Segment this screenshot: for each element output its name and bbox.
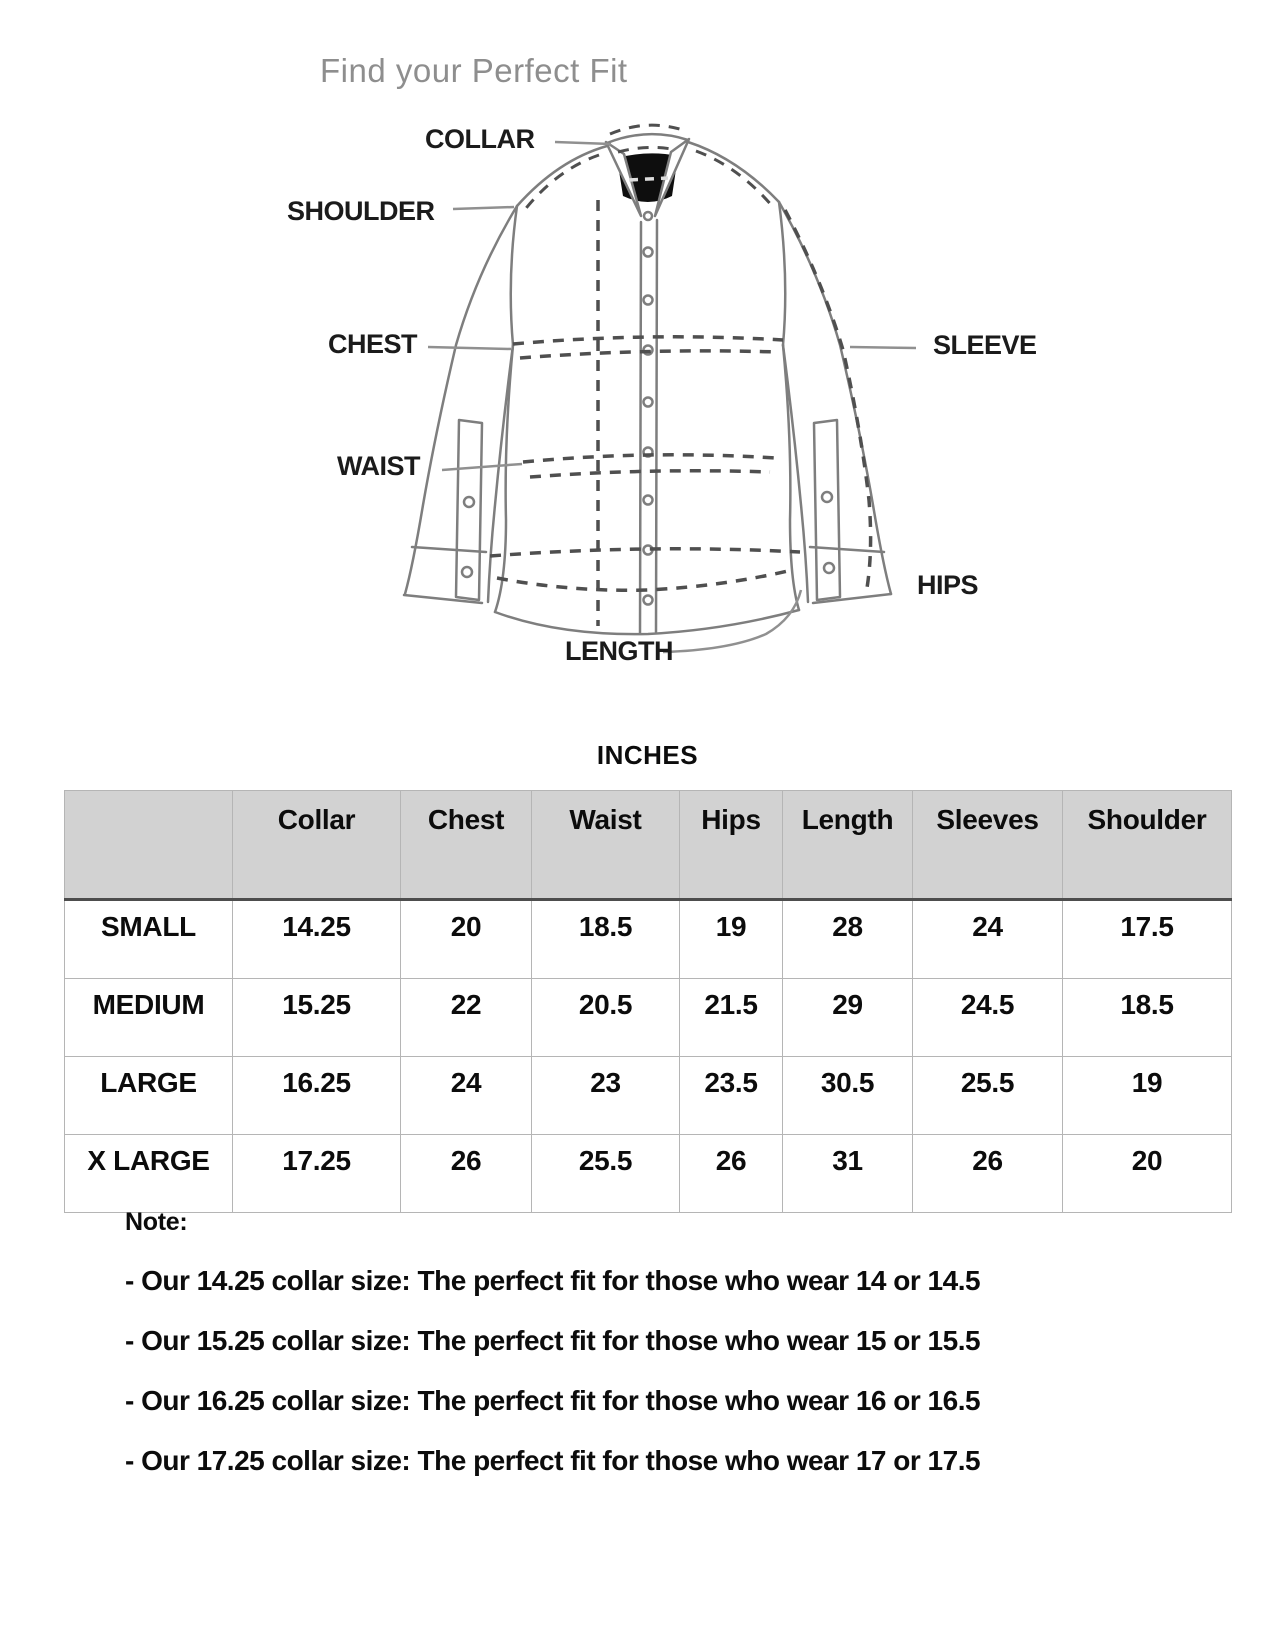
cell-xlarge-waist: 25.5 [532, 1135, 680, 1213]
units-heading: INCHES [596, 740, 699, 770]
column-header-waist: Waist [532, 791, 680, 900]
sleeve-leader-line [850, 347, 916, 348]
cell-large-sleeves: 25.5 [913, 1057, 1063, 1135]
left-sleeve-outer [405, 206, 517, 594]
left-shoulder-measure-dash [523, 155, 599, 212]
label-hips: HIPS [917, 570, 979, 600]
chest-measure-dash-top [513, 337, 783, 344]
cell-medium-length: 29 [783, 979, 913, 1057]
cell-large-shoulder: 19 [1063, 1057, 1232, 1135]
cell-xlarge-sleeves: 26 [913, 1135, 1063, 1213]
table-header-row [65, 791, 1232, 900]
cell-small-waist: 18.5 [532, 900, 680, 979]
note-item-small: - Our 14.25 collar size: The perfect fit for those who wear 14 or 14.5 [125, 1265, 981, 1296]
label-collar: COLLAR [425, 124, 535, 154]
cell-small-shoulder: 17.5 [1063, 900, 1232, 979]
column-header-sleeves: Sleeves [913, 791, 1063, 900]
front-buttons [644, 248, 653, 605]
cell-large-collar: 16.25 [233, 1057, 401, 1135]
cell-xlarge-length: 31 [783, 1135, 913, 1213]
waist-measure-dash-top [523, 455, 775, 462]
cell-large-chest: 24 [401, 1057, 532, 1135]
cell-medium-hips: 21.5 [680, 979, 783, 1057]
shirt-diagram [0, 0, 1275, 690]
right-cuff-button-lower [824, 563, 834, 573]
right-cuff-button-upper [822, 492, 832, 502]
chest-leader-line [428, 347, 511, 349]
note-item-large: - Our 16.25 collar size: The perfect fit for those who wear 16 or 16.5 [125, 1385, 981, 1416]
right-sleeve-outer [779, 202, 891, 594]
sleeve-measure-dash [785, 210, 871, 588]
collar-leader-line [555, 142, 611, 144]
note-item-xlarge: - Our 17.25 collar size: The perfect fit for those who wear 17 or 17.5 [125, 1445, 981, 1476]
length-leader-line [663, 590, 801, 652]
cell-medium-chest: 22 [401, 979, 532, 1057]
label-sleeve: SLEEVE [933, 330, 1037, 360]
column-header-chest: Chest [401, 791, 532, 900]
cell-xlarge-shoulder: 20 [1063, 1135, 1232, 1213]
cell-xlarge-hips: 26 [680, 1135, 783, 1213]
cell-small-length: 28 [783, 900, 913, 979]
notes-section [125, 1208, 1175, 1476]
table-row-large [65, 1057, 1232, 1135]
page-title: Find your Perfect Fit [320, 52, 628, 89]
left-sleeve-placket [456, 420, 482, 600]
row-label-medium: MEDIUM [65, 979, 233, 1057]
cell-small-sleeves: 24 [913, 900, 1063, 979]
placket-left-line [640, 222, 641, 633]
column-header-length: Length [783, 791, 913, 900]
right-cuff-band [810, 547, 884, 552]
collar-measure-dash-outer [610, 125, 686, 134]
placket-right-line [656, 220, 657, 632]
left-armhole [511, 206, 517, 345]
collar-top-edge [607, 134, 688, 143]
cell-large-length: 30.5 [783, 1057, 913, 1135]
size-table [64, 790, 1232, 1213]
cell-small-collar: 14.25 [233, 900, 401, 979]
shoulder-leader-line [453, 207, 514, 209]
cell-small-hips: 19 [680, 900, 783, 979]
right-armhole [779, 202, 785, 345]
row-label-large: LARGE [65, 1057, 233, 1135]
label-waist: WAIST [337, 451, 420, 481]
label-chest: CHEST [328, 329, 418, 359]
row-label-xlarge: X LARGE [65, 1135, 233, 1213]
hips-measure-dash-bottom [497, 570, 792, 590]
cell-xlarge-chest: 26 [401, 1135, 532, 1213]
collar-white-dash [629, 178, 668, 180]
table-row-small [65, 900, 1232, 979]
label-shoulder: SHOULDER [287, 196, 435, 226]
table-row-xlarge [65, 1135, 1232, 1213]
cell-large-hips: 23.5 [680, 1057, 783, 1135]
hem-curve [495, 610, 799, 634]
row-label-small: SMALL [65, 900, 233, 979]
cell-medium-shoulder: 18.5 [1063, 979, 1232, 1057]
right-shoulder-measure-dash [696, 151, 773, 207]
cell-medium-sleeves: 24.5 [913, 979, 1063, 1057]
cell-small-chest: 20 [401, 900, 532, 979]
label-length: LENGTH [565, 636, 673, 666]
waist-measure-dash-bottom [530, 471, 770, 477]
left-cuff-band [412, 547, 486, 552]
column-header-hips: Hips [680, 791, 783, 900]
column-header-shoulder: Shoulder [1063, 791, 1232, 900]
note-item-medium: - Our 15.25 collar size: The perfect fit for those who wear 15 or 15.5 [125, 1325, 981, 1356]
cell-medium-collar: 15.25 [233, 979, 401, 1057]
left-cuff-button-lower [462, 567, 472, 577]
cell-large-waist: 23 [532, 1057, 680, 1135]
collar-measure-dash-inner [618, 147, 677, 152]
notes-heading: Note: [125, 1208, 188, 1236]
column-header-size [65, 791, 233, 900]
column-header-collar: Collar [233, 791, 401, 900]
cell-medium-waist: 20.5 [532, 979, 680, 1057]
table-row-medium [65, 979, 1232, 1057]
collar-button [644, 212, 652, 220]
left-cuff-button-upper [464, 497, 474, 507]
cell-xlarge-collar: 17.25 [233, 1135, 401, 1213]
